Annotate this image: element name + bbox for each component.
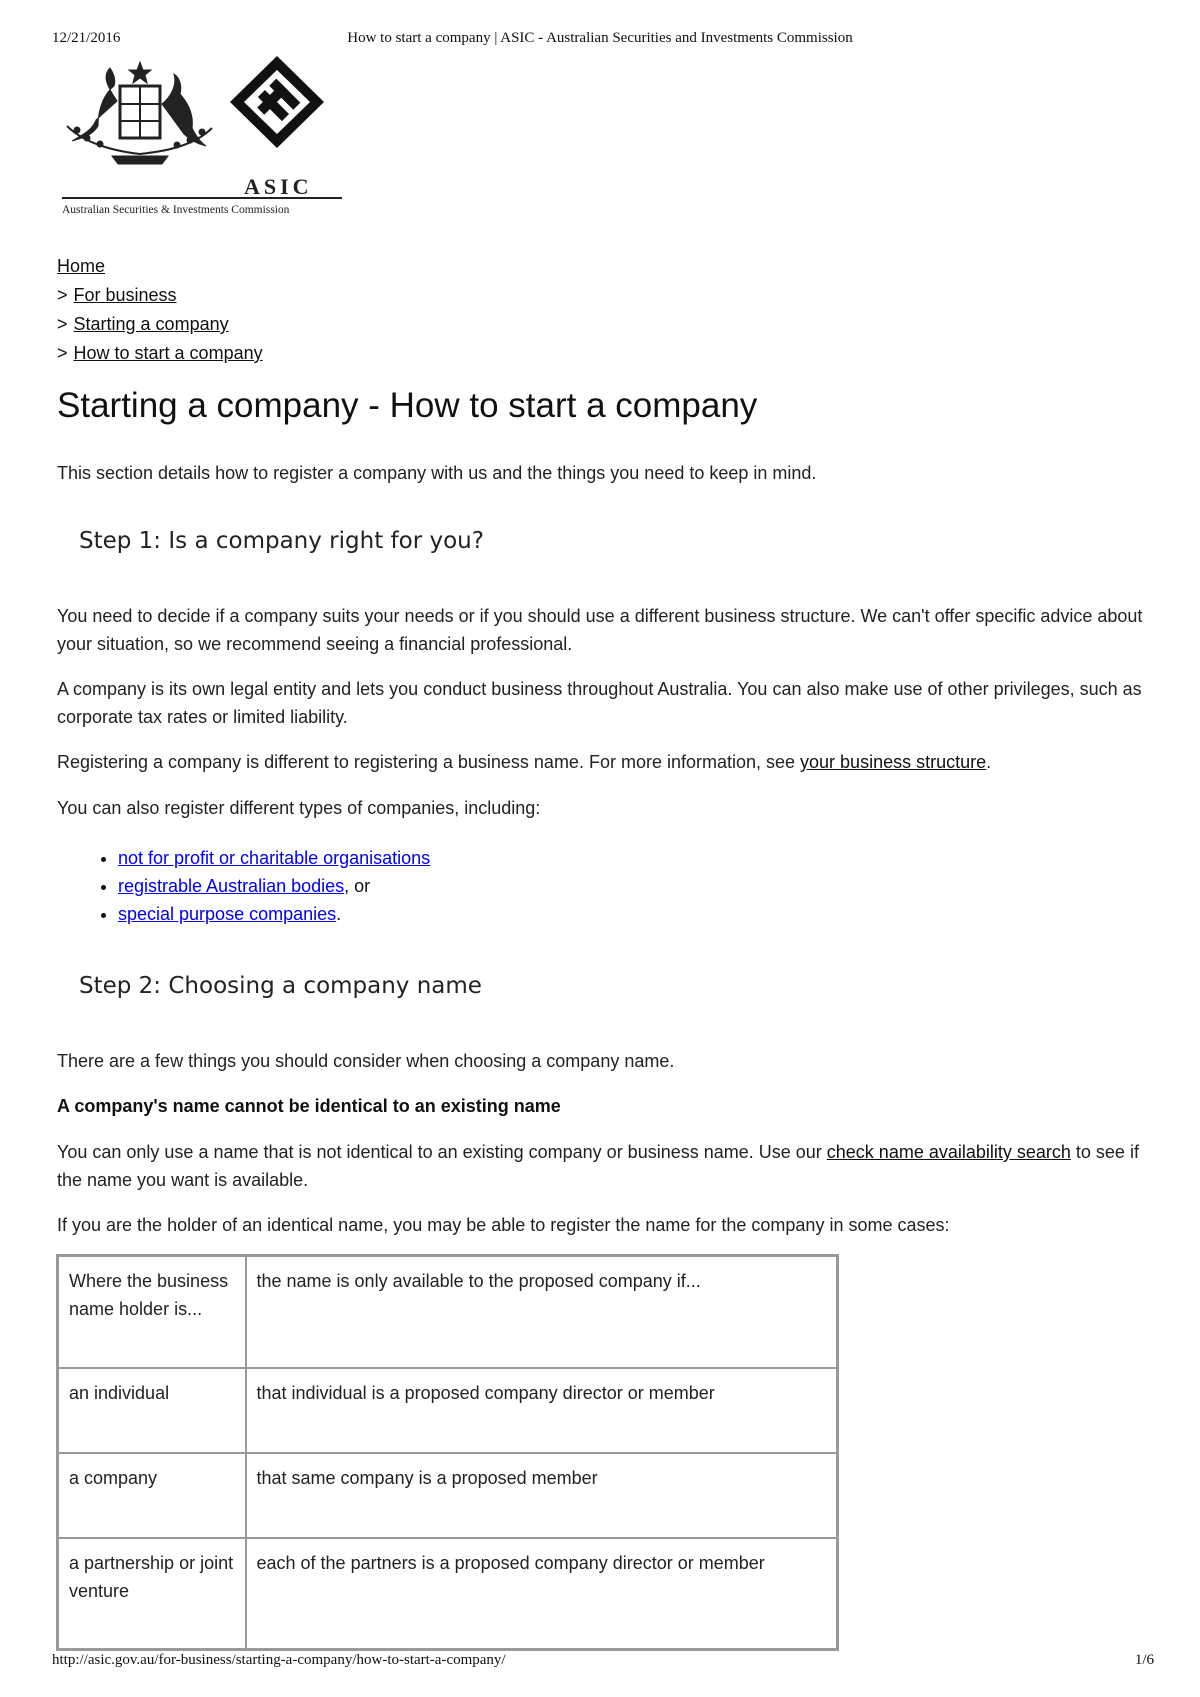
table-row (58, 1368, 838, 1453)
page-title: Starting a company - How to start a company (57, 386, 758, 425)
print-header (0, 30, 1200, 50)
table-cell: a partnership or joint venture (58, 1538, 246, 1650)
identical-name-table (56, 1254, 839, 1651)
table-row (58, 1453, 838, 1538)
identical-name-subheading: A company's name cannot be identical to an existing name (57, 1096, 561, 1116)
breadcrumb (57, 252, 263, 368)
registrable-bodies-link[interactable]: registrable Australian bodies (118, 876, 345, 896)
step2-paragraph-1: You can only use a name that is not identical to an existing company or business name. Use our check name availability search to see if the name you want is available. (57, 1142, 1139, 1190)
table-cell: that individual is a proposed company director or member (246, 1368, 838, 1453)
step1-heading: Step 1: Is a company right for you? (79, 528, 484, 554)
logo-wordmark: ASIC (244, 174, 313, 199)
breadcrumb-separator: > (57, 343, 68, 363)
special-purpose-link[interactable]: special purpose companies (118, 904, 337, 924)
list-item: • special purpose companies. (118, 900, 430, 928)
print-doc-title: How to start a company | ASIC - Australian Securities and Investments Commission (347, 30, 853, 46)
step2-paragraph-2: If you are the holder of an identical name, you may be able to register the name for the company in some cases: (57, 1215, 950, 1235)
page-number: 1/6 (1134, 1652, 1154, 1668)
not-for-profit-link[interactable]: not for profit or charitable organisations (118, 848, 431, 868)
breadcrumb-starting-company-link[interactable]: Starting a company (73, 314, 229, 334)
logo-org-name: Australian Securities & Investments Commission (62, 204, 290, 216)
table-header-cell: the name is only available to the proposed company if... (246, 1256, 838, 1368)
breadcrumb-how-to-start-link[interactable]: How to start a company (73, 343, 263, 363)
table-cell: that same company is a proposed member (246, 1453, 838, 1538)
breadcrumb-for-business-link[interactable]: For business (73, 285, 177, 305)
list-item: • registrable Australian bodies, or (118, 872, 430, 900)
intro-paragraph: This section details how to register a company with us and the things you need to keep in mind. (57, 463, 817, 483)
step2-heading: Step 2: Choosing a company name (79, 973, 482, 999)
step2-intro: There are a few things you should consider when choosing a company name. (57, 1051, 675, 1071)
step1-paragraph-3: Registering a company is different to registering a business name. For more information, see your business structure. (57, 752, 992, 772)
check-name-availability-link[interactable]: check name availability search (826, 1142, 1071, 1162)
step1-paragraph-4: You can also register different types of companies, including: (57, 798, 541, 818)
print-date: 12/21/2016 (52, 30, 121, 46)
print-footer-url: http://asic.gov.au/for-business/starting-a-company/how-to-start-a-company/ (52, 1652, 506, 1668)
table-cell: a company (58, 1453, 246, 1538)
breadcrumb-separator: > (57, 314, 68, 334)
table-header-row (58, 1256, 838, 1368)
breadcrumb-home-link[interactable]: Home (57, 256, 106, 276)
step1-paragraph-2: A company is its own legal entity and lets you conduct business throughout Australia. You can also make use of other privileges, such as corporate tax rates or limited liability. (57, 679, 1142, 727)
table-cell: each of the partners is a proposed company director or member (246, 1538, 838, 1650)
company-types-list (118, 844, 430, 928)
list-item (118, 844, 430, 872)
step1-paragraph-1: You need to decide if a company suits your needs or if you should use a different business structure. We can't offer specific advice about your situation, so we recommend seeing a financial professional. (57, 606, 1143, 654)
asic-logo[interactable] (62, 56, 352, 231)
table-header-cell: Where the business name holder is... (58, 1256, 246, 1368)
breadcrumb-separator: > (57, 285, 68, 305)
table-cell: an individual (58, 1368, 246, 1453)
table-row (58, 1538, 838, 1650)
your-business-structure-link[interactable]: your business structure (800, 752, 987, 772)
